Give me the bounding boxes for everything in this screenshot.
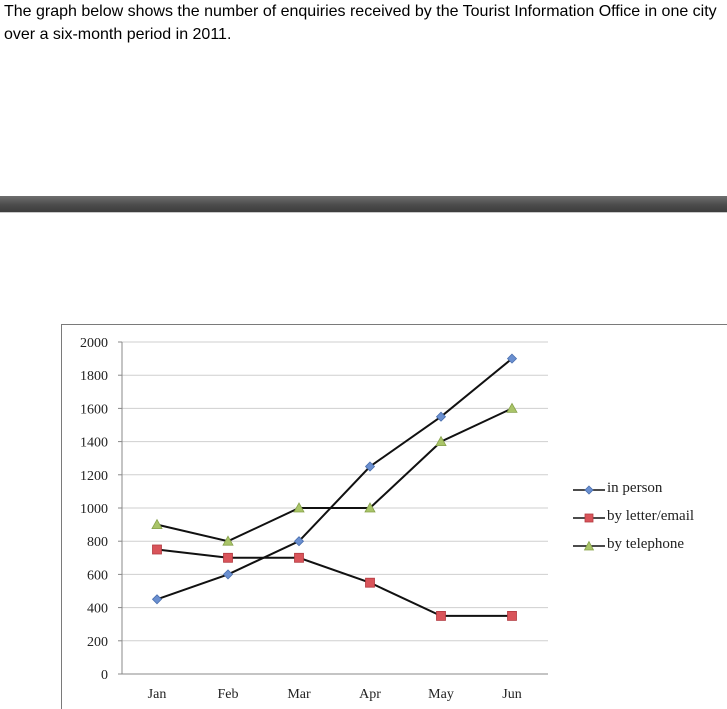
y-tick-label: 400: [87, 601, 108, 617]
series: [152, 354, 517, 620]
data-point: [153, 595, 162, 604]
gridlines: [122, 342, 548, 641]
legend-label-telephone: by telephone: [607, 536, 685, 552]
y-tick-label: 1000: [80, 502, 108, 517]
y-tick-label: 200: [87, 634, 108, 650]
x-tick-label: May: [428, 687, 454, 702]
data-point: [224, 553, 233, 562]
axes: [80, 336, 548, 702]
legend-swatch-in-person: [572, 483, 606, 497]
y-tick-label: 600: [87, 568, 108, 584]
task-prompt: The graph below shows the number of enquiries received by the Tourist Information Office in one city over a six-month period in 2011.: [4, 3, 717, 43]
data-point: [152, 520, 162, 529]
y-tick-label: 1400: [80, 435, 108, 451]
x-tick-label: Jan: [147, 687, 167, 702]
legend-swatch-telephone: [572, 539, 606, 553]
data-point: [153, 545, 162, 554]
diamond-marker-icon: [585, 486, 593, 494]
series-in-person: [153, 354, 517, 604]
x-tick-label: Apr: [359, 687, 381, 702]
y-tick-label: 1600: [80, 402, 108, 418]
legend-label-in-person: in person: [607, 480, 663, 496]
y-tick-label: 1800: [80, 369, 108, 385]
data-point: [366, 578, 375, 587]
legend-label-letter-email: by letter/email: [607, 508, 695, 524]
y-tick-label: 800: [87, 535, 108, 551]
series-line: [157, 550, 512, 616]
legend-swatch-letter-email: [572, 511, 606, 525]
y-tick-label: 0: [101, 668, 108, 683]
square-marker-icon: [585, 514, 593, 522]
y-tick-label: 1200: [80, 468, 108, 484]
data-point: [224, 570, 233, 579]
y-tick-label: 2000: [80, 336, 108, 351]
data-point: [508, 611, 517, 620]
data-point: [437, 611, 446, 620]
x-tick-label: Mar: [287, 687, 311, 702]
x-tick-label: Feb: [217, 687, 239, 702]
data-point: [295, 553, 304, 562]
series-line: [157, 359, 512, 600]
x-tick-label: Jun: [502, 687, 522, 702]
